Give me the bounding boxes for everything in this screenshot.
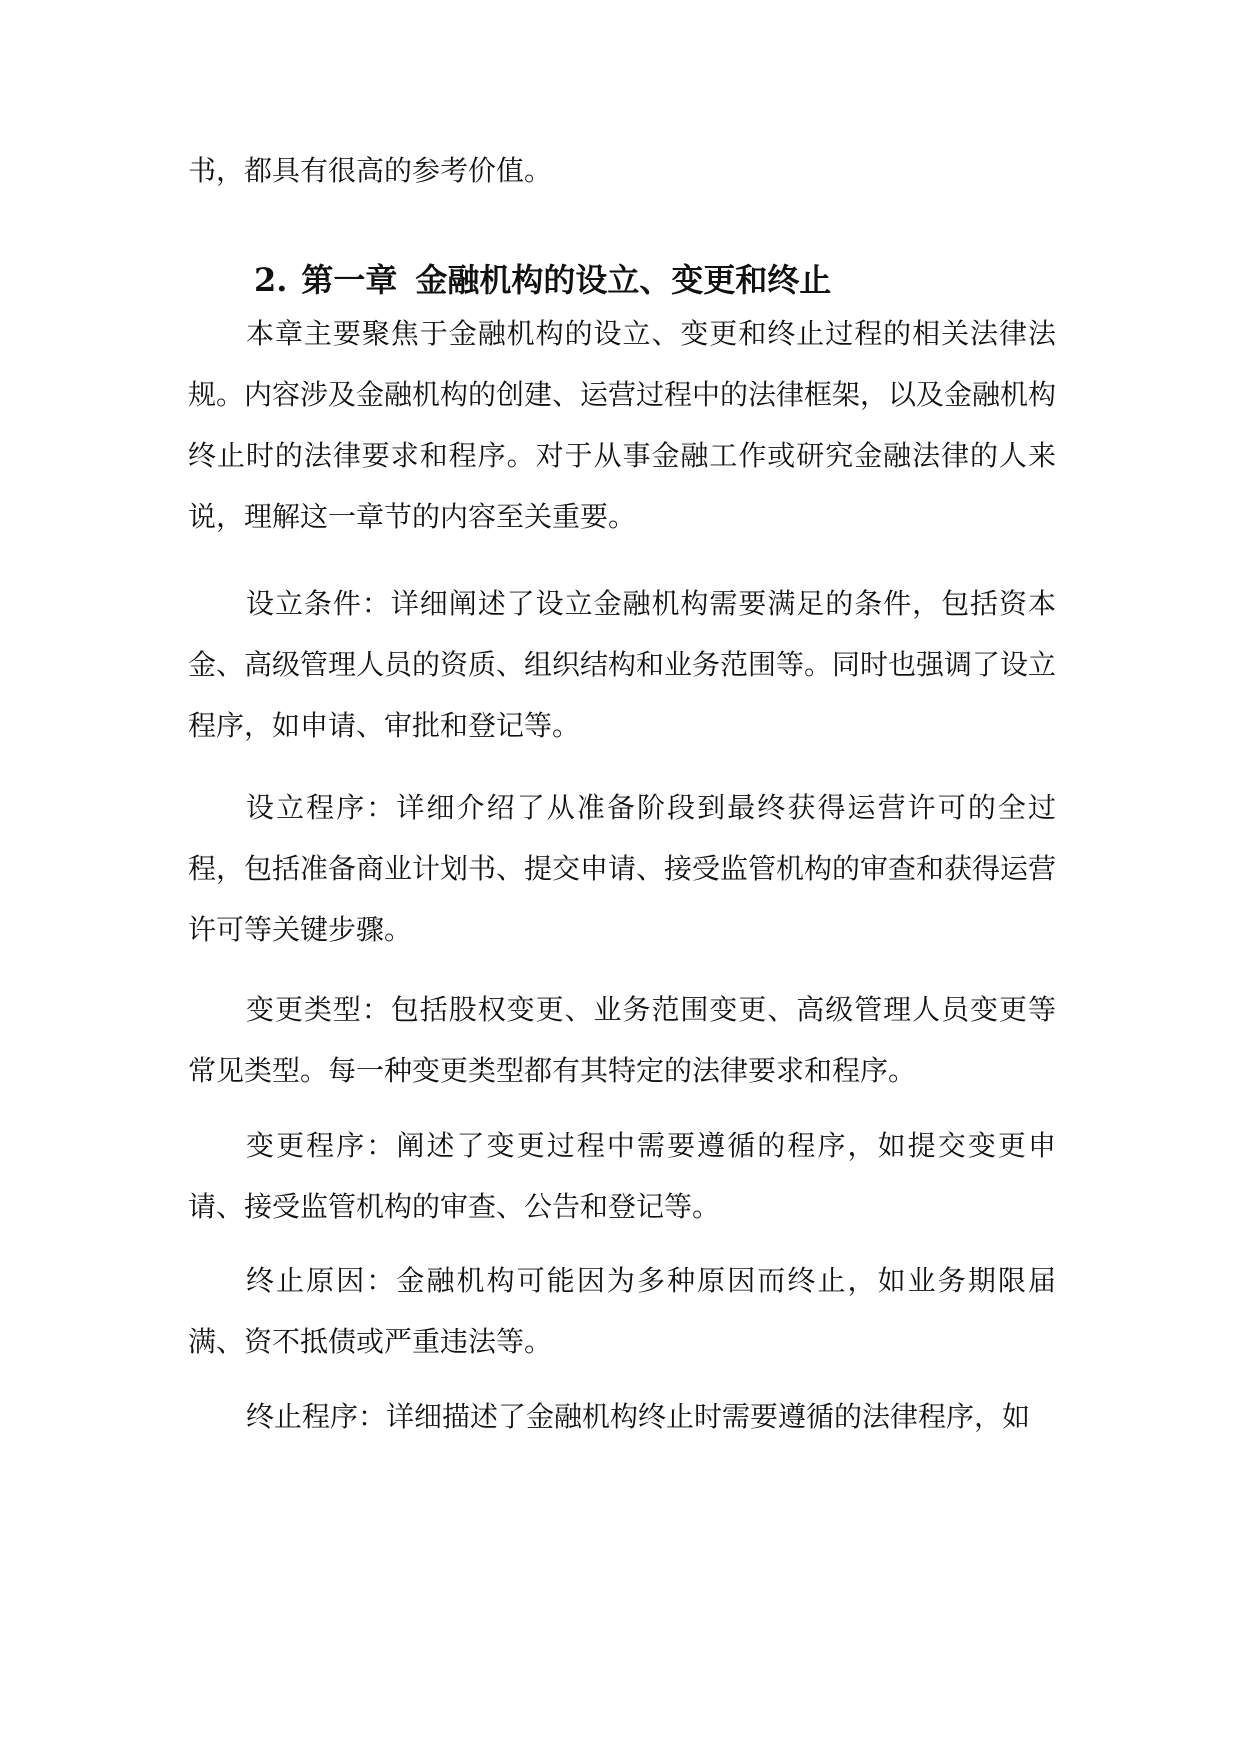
- paragraph-termination-procedure: 终止程序：详细描述了金融机构终止时需要遵循的法律程序，如: [246, 1400, 1031, 1433]
- paragraph-establish-conditions: 设立条件：详细阐述了设立金融机构需要满足的条件，包括资本金、高级管理人员的资质、组织结构和业务范围等。同时也强调了设立程序，如申请、审批和登记等。: [188, 587, 1057, 742]
- paragraph-termination-reasons: 终止原因：金融机构可能因为多种原因而终止，如业务期限届满、资不抵债或严重违法等。: [188, 1264, 1056, 1358]
- carryover-paragraph: 书，都具有很高的参考价值。: [188, 154, 553, 187]
- chapter-label: 第一章: [301, 261, 398, 299]
- paragraph-change-procedure: 变更程序：阐述了变更过程中需要遵循的程序，如提交变更申请、接受监管机构的审查、公告和登记等。: [188, 1129, 1056, 1223]
- paragraph-change-types: 变更类型：包括股权变更、业务范围变更、高级管理人员变更等常见类型。每一种变更类型都有其特定的法律要求和程序。: [188, 993, 1056, 1087]
- paragraph-intro: 本章主要聚焦于金融机构的设立、变更和终止过程的相关法律法规。内容涉及金融机构的创建、运营过程中的法律框架，以及金融机构终止时的法律要求和程序。对于从事金融工作或研究金融法律的人来说，理解这一章节的内容至关重要。: [188, 317, 1057, 533]
- paragraph-establish-procedure: 设立程序：详细介绍了从准备阶段到最终获得运营许可的全过程，包括准备商业计划书、提交申请、接受监管机构的审查和获得运营许可等关键步骤。: [188, 791, 1057, 946]
- section-heading: [254, 255, 1054, 305]
- section-title: 金融机构的设立、变更和终止: [415, 261, 832, 299]
- section-number: 2.: [254, 261, 288, 299]
